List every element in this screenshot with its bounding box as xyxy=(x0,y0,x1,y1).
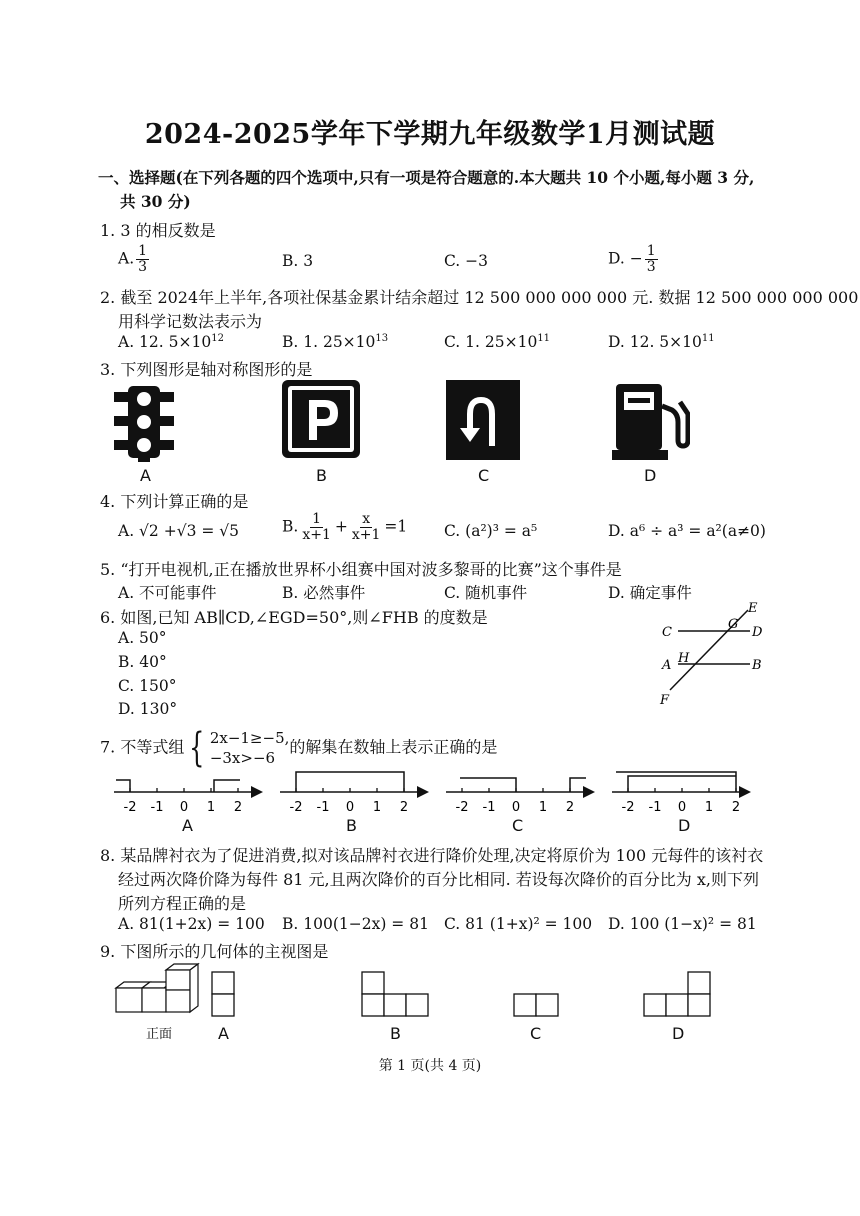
question-6-option-d[interactable]: D. 130° xyxy=(118,700,178,718)
tick-label: 1 xyxy=(538,800,548,815)
tick-label: -1 xyxy=(648,800,662,815)
tick-label: 0 xyxy=(179,800,189,815)
q9-label-c: C xyxy=(530,1024,542,1043)
question-6-option-c[interactable]: C. 150° xyxy=(118,677,177,695)
tick-label: 1 xyxy=(372,800,382,815)
tick-label: 0 xyxy=(677,800,687,815)
exponent: 12 xyxy=(211,333,224,344)
stem-prefix: 7. 不等式组 xyxy=(100,737,185,757)
front-view-option-a[interactable] xyxy=(210,970,238,1020)
q3-label-d: D xyxy=(644,466,657,485)
question-8-stem: 8. 某品牌衬衣为了促进消费,拟对该品牌衬衣进行降价处理,决定将原价为 100 元每件的该衬衣 xyxy=(100,846,764,865)
number-line-d[interactable] xyxy=(612,772,748,792)
traffic-light-icon[interactable] xyxy=(112,384,176,462)
opt-text: C. 1. 25×10 xyxy=(444,333,538,352)
question-1-option-b[interactable]: B. 3 xyxy=(282,252,314,270)
frac-den: 3 xyxy=(646,259,656,275)
opt-text: B. 1. 25×10 xyxy=(282,333,376,352)
point-d-label: D xyxy=(752,625,763,640)
question-6-option-a[interactable]: A. 50° xyxy=(118,629,167,647)
opt-text: A. 12. 5×10 xyxy=(118,333,212,352)
geometric-solid-figure xyxy=(112,962,202,1018)
option-d-label: D. − xyxy=(608,249,643,268)
front-view-option-b[interactable] xyxy=(360,970,432,1020)
question-5-option-a[interactable]: A. 不可能事件 xyxy=(118,584,217,602)
option-a-label: A. xyxy=(118,249,135,268)
opt-prefix: B. xyxy=(282,517,299,536)
question-9-stem: 9. 下图所示的几何体的主视图是 xyxy=(100,942,329,961)
question-3-stem: 3. 下列图形是轴对称图形的是 xyxy=(100,360,313,379)
point-f-label: F xyxy=(660,693,670,708)
frac-den: 3 xyxy=(138,259,148,275)
question-2-option-a[interactable] xyxy=(118,333,224,351)
fraction xyxy=(645,244,658,275)
q9-label-b: B xyxy=(390,1024,401,1043)
fraction xyxy=(136,244,149,275)
tick-label: 1 xyxy=(206,800,216,815)
q3-label-c: C xyxy=(478,466,490,485)
front-view-label: 正面 xyxy=(146,1027,173,1042)
q3-label-b: B xyxy=(316,466,327,485)
u-turn-sign-icon[interactable] xyxy=(446,380,520,460)
question-4-option-c[interactable]: C. (a²)³ = a⁵ xyxy=(444,522,538,540)
section-header-cont: 共 30 分) xyxy=(120,192,191,211)
q7-label-b: B xyxy=(346,816,357,835)
brace: { xyxy=(189,725,205,771)
question-8-stem-cont-1: 经过两次降价降为每件 81 元,且两次降价的百分比相同. 若设每次降价的百分比为 x,则下列 xyxy=(118,870,759,889)
front-view-option-d[interactable] xyxy=(642,970,716,1020)
frac-den: x+1 xyxy=(351,527,381,543)
exponent: 13 xyxy=(375,333,389,344)
inequality-2: −3x>−6 xyxy=(209,749,276,767)
point-e-label: E xyxy=(748,601,758,616)
question-4-option-a[interactable]: A. √2 +√3 = √5 xyxy=(118,522,240,540)
opt-text: D. 12. 5×10 xyxy=(608,333,702,352)
tick-label: -1 xyxy=(316,800,330,815)
question-7-stem xyxy=(100,725,498,771)
question-4-option-b[interactable] xyxy=(282,512,407,543)
q3-label-a: A xyxy=(140,466,151,485)
question-1-option-d[interactable] xyxy=(608,244,660,275)
number-line-options xyxy=(112,768,752,834)
front-view-option-c[interactable] xyxy=(512,992,562,1020)
frac-den: x+1 xyxy=(302,527,331,543)
exponent: 11 xyxy=(537,333,551,344)
tick-label: -2 xyxy=(455,800,469,815)
tick-label: -1 xyxy=(150,800,164,815)
fraction xyxy=(350,512,383,543)
q7-label-d: D xyxy=(678,816,691,835)
q7-label-a: A xyxy=(182,816,193,835)
tick-label: 2 xyxy=(565,800,575,815)
frac-num: 1 xyxy=(646,243,656,259)
page-footer: 第 1 页(共 4 页) xyxy=(378,1058,482,1074)
question-6-stem: 6. 如图,已知 AB∥CD,∠EGD=50°,则∠FHB 的度数是 xyxy=(100,608,488,627)
question-8-option-b[interactable]: B. 100(1−2x) = 81 xyxy=(282,915,429,933)
question-8-stem-cont-2: 所列方程正确的是 xyxy=(118,894,247,913)
tick-label: -1 xyxy=(482,800,496,815)
parallel-lines-figure xyxy=(650,598,770,710)
question-5-option-c[interactable]: C. 随机事件 xyxy=(444,584,528,602)
frac-num: x xyxy=(362,511,371,527)
tick-label: -2 xyxy=(621,800,635,815)
question-1-option-c[interactable]: C. −3 xyxy=(444,252,489,270)
tick-label: 0 xyxy=(345,800,355,815)
q7-label-c: C xyxy=(512,816,524,835)
gas-pump-icon[interactable] xyxy=(612,380,690,462)
page-title: 2024-2025学年下学期九年级数学1月测试题 xyxy=(144,119,716,150)
stem-suffix: 的解集在数轴上表示正确的是 xyxy=(289,737,498,757)
question-8-option-c[interactable]: C. 81 (1+x)² = 100 xyxy=(444,915,593,933)
tick-label: -2 xyxy=(123,800,137,815)
point-b-label: B xyxy=(752,658,762,673)
frac-num: 1 xyxy=(312,511,322,527)
question-8-option-d[interactable]: D. 100 (1−x)² = 81 xyxy=(608,915,757,933)
point-c-label: C xyxy=(662,625,672,640)
question-2-stem-cont: 用科学记数法表示为 xyxy=(118,312,263,331)
exponent: 11 xyxy=(701,333,715,344)
question-4-option-d[interactable]: D. a⁶ ÷ a³ = a²(a≠0) xyxy=(608,522,766,540)
question-2-option-d[interactable] xyxy=(608,333,715,351)
question-6-option-b[interactable]: B. 40° xyxy=(118,653,167,671)
question-5-option-b[interactable]: B. 必然事件 xyxy=(282,584,366,602)
question-2-stem: 2. 截至 2024年上半年,各项社保基金累计结余超过 12 500 000 000 000 元. 数据 12 500 000 000 000 xyxy=(100,288,859,307)
point-g-label: G xyxy=(728,617,739,632)
plus-sign: + xyxy=(334,517,348,536)
tick-label: 0 xyxy=(511,800,521,815)
question-5-stem: 5. “打开电视机,正在播放世界杯小组赛中国对波多黎哥的比赛”这个事件是 xyxy=(100,560,622,579)
tick-label: 2 xyxy=(731,800,741,815)
tick-label: -2 xyxy=(289,800,303,815)
point-a-label: A xyxy=(662,658,672,673)
question-1-option-a[interactable] xyxy=(118,244,151,275)
q9-label-d: D xyxy=(672,1024,685,1043)
section-header: 一、选择题(在下列各题的四个选项中,只有一项是符合题意的.本大题共 10 个小题,每小题 3 分, xyxy=(98,168,755,187)
tick-label: 2 xyxy=(233,800,243,815)
question-1-stem: 1. 3 的相反数是 xyxy=(100,221,216,240)
tick-label: 2 xyxy=(399,800,409,815)
inequality-1: 2x−1≥−5, xyxy=(209,729,290,747)
question-2-option-b[interactable] xyxy=(282,333,388,351)
question-2-option-c[interactable] xyxy=(444,333,550,351)
q9-label-a: A xyxy=(218,1024,229,1043)
fraction xyxy=(300,512,333,543)
point-h-label: H xyxy=(678,651,690,666)
question-4-stem: 4. 下列计算正确的是 xyxy=(100,492,249,511)
frac-num: 1 xyxy=(138,243,148,259)
question-8-option-a[interactable]: A. 81(1+2x) = 100 xyxy=(118,915,265,933)
question-5-option-d[interactable]: D. 确定事件 xyxy=(608,584,692,602)
parking-sign-icon[interactable] xyxy=(282,380,360,458)
inequality-system xyxy=(210,728,290,768)
tick-label: 1 xyxy=(704,800,714,815)
opt-suffix: =1 xyxy=(384,517,408,536)
